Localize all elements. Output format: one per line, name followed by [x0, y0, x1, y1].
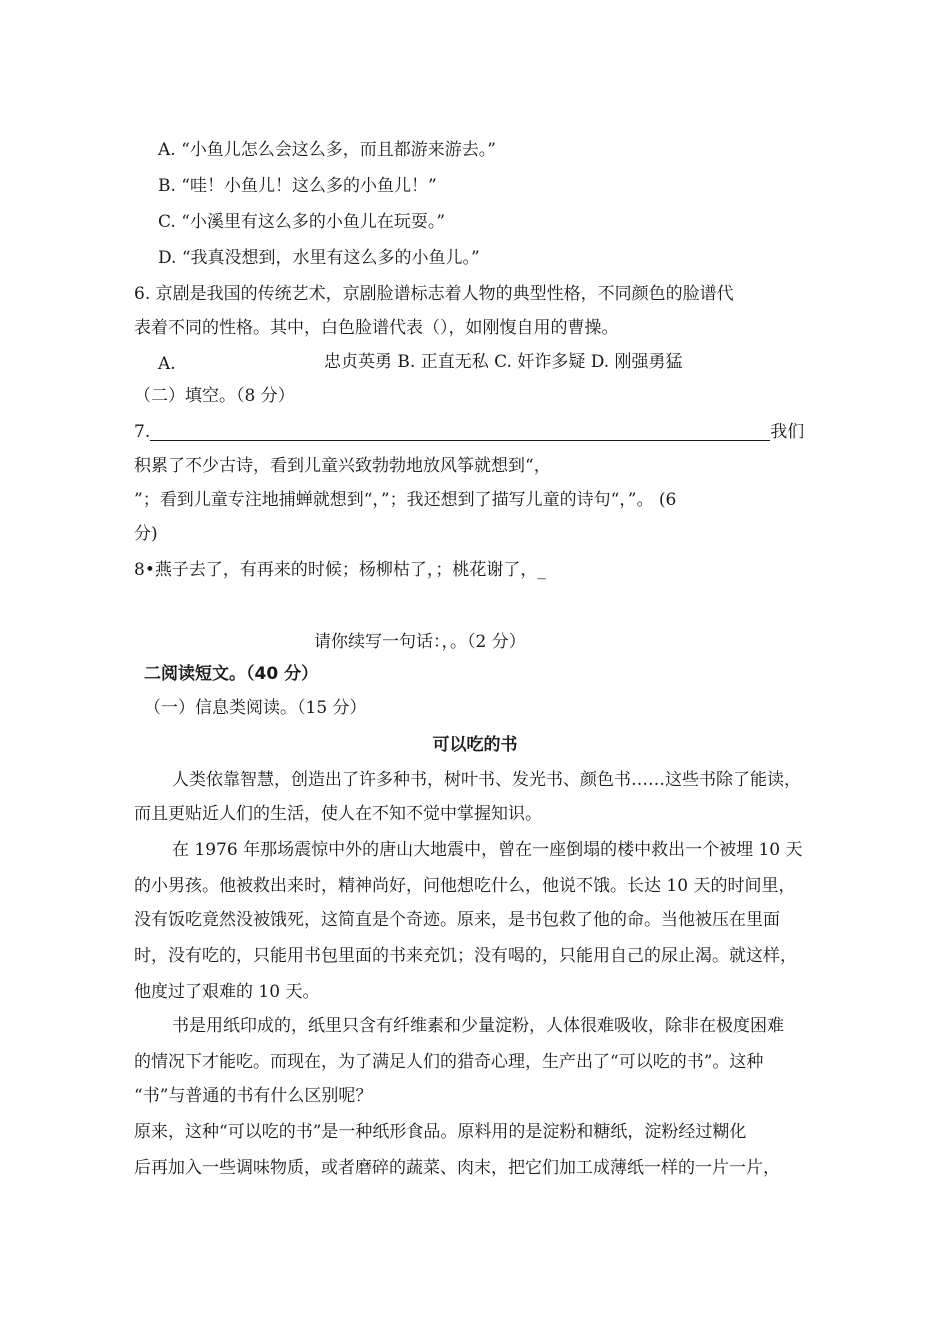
q6-options: 忠贞英勇 B. 正直无私 C. 奸诈多疑 D. 刚强勇猛	[324, 352, 683, 372]
q7-end: 我们	[770, 422, 805, 442]
article-p2-line-1: 在 1976 年那场震惊中外的唐山大地震中，曾在一座倒塌的楼中救出一个被埋 10 天	[172, 840, 803, 860]
q7-blank	[150, 424, 770, 441]
q7-line-4: 分)	[134, 524, 158, 544]
q5-option-d: D. “我真没想到，水里有这么多的小鱼儿。”	[158, 248, 480, 268]
article-p4-line-2: 后再加入一些调味物质，或者磨碎的蔬菜、肉末，把它们加工成薄纸一样的一片一片，	[134, 1158, 780, 1178]
q7-number: 7.	[134, 422, 151, 442]
article-p2-line-3: 没有饭吃竟然没被饿死，这简直是个奇迹。原来，是书包救了他的命。当他被压在里面	[134, 910, 780, 930]
article-p2-line-2: 的小男孩。他被救出来时，精神尚好，问他想吃什么，他说不饿。长达 10 天的时间里，	[134, 876, 796, 896]
article-p3-line-1: 书是用纸印成的，纸里只含有纤维素和少量淀粉，人体很难吸收，除非在极度困难	[172, 1016, 784, 1036]
article-p2-line-4: 时，没有吃的，只能用书包里面的书来充饥；没有喝的，只能用自己的尿止渴。就这样，	[134, 946, 797, 966]
q5-option-c: C. “小溪里有这么多的小鱼儿在玩耍。”	[158, 212, 446, 232]
q6-line-2: 表着不同的性格。其中，白色脸谱代表（），如刚愎自用的曹操。	[134, 318, 619, 338]
q5-option-a: A. “小鱼儿怎么会这么多，而且都游来游去。”	[158, 140, 496, 160]
section-fill-heading: （二）填空。（8 分）	[134, 386, 295, 406]
section-2-heading: 二阅读短文。（40 分）	[144, 664, 319, 684]
q8-line-2: 请你续写一句话：，。（2 分）	[314, 632, 526, 652]
q8-line-1: 8•燕子去了，有再来的时候；杨柳枯了，；桃花谢了，_	[134, 560, 546, 580]
article-title: 可以吃的书	[432, 735, 518, 755]
q6-line-1: 6. 京剧是我国的传统艺术，京剧脸谱标志着人物的典型性格，不同颜色的脸谱代	[134, 284, 734, 304]
q7-line-3: ”；看到儿童专注地捕蝉就想到“，”；我还想到了描写儿童的诗句“，”。 (6	[134, 490, 677, 510]
q5-option-b: B. “哇！小鱼儿！这么多的小鱼儿！”	[158, 176, 437, 196]
q7-line-2: 积累了不少古诗，看到儿童兴致勃勃地放风筝就想到“，	[134, 456, 551, 476]
article-p4-line-1: 原来，这种“可以吃的书”是一种纸形食品。原料用的是淀粉和糖纸，淀粉经过糊化	[134, 1122, 747, 1142]
article-p1-line-1: 人类依靠智慧，创造出了许多种书，树叶书、发光书、颜色书……这些书除了能读，	[172, 770, 801, 790]
article-p1-line-2: 而且更贴近人们的生活，使人在不知不觉中掌握知识。	[134, 804, 542, 824]
section-2-1-heading: （一）信息类阅读。（15 分）	[144, 698, 367, 718]
q6-option-a-label: A.	[158, 354, 176, 374]
q7-line-1	[134, 424, 804, 441]
article-p3-line-2: 的情况下才能吃。而现在，为了满足人们的猎奇心理，生产出了“可以吃的书”。这种	[134, 1052, 764, 1072]
article-p2-line-5: 他度过了艰难的 10 天。	[134, 982, 320, 1002]
article-p3-line-3: “书”与普通的书有什么区别呢？	[134, 1086, 373, 1106]
